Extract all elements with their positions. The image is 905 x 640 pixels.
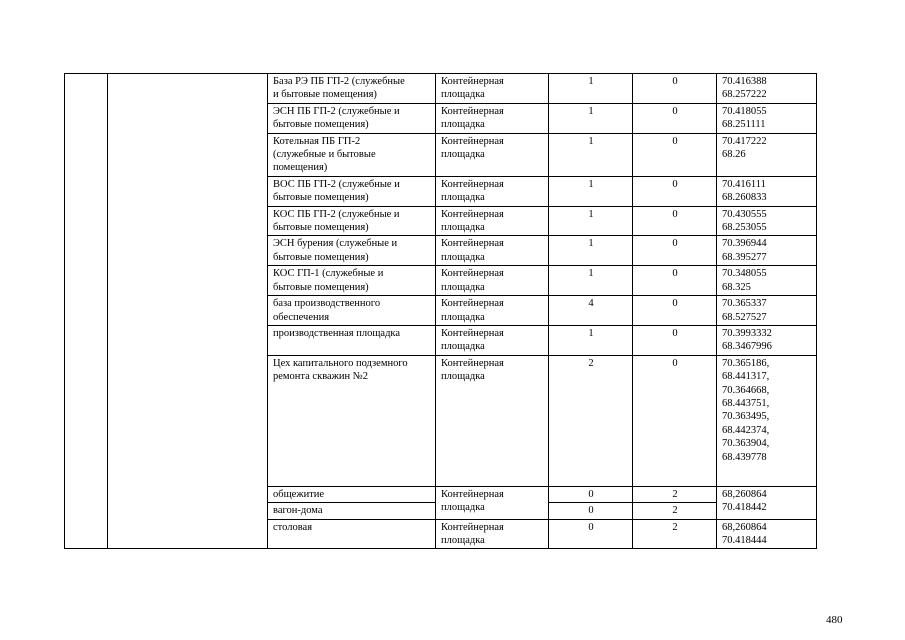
coordinate-line: 68.439778 <box>722 451 767 463</box>
coordinates-cell <box>717 74 817 104</box>
site-type-line: площадка <box>441 311 485 323</box>
coordinates-cell <box>717 103 817 133</box>
count-a-cell: 2 <box>549 355 633 486</box>
coordinate-line: 68.257222 <box>722 89 767 101</box>
facility-name-line: бытовые помещения) <box>273 222 369 234</box>
facility-name-cell <box>268 355 436 486</box>
facility-name-line: КОС ПБ ГП-2 (служебные и <box>273 208 400 220</box>
facility-name-line: бытовые помещения) <box>273 251 369 263</box>
coordinate-line: 68.260833 <box>722 192 767 204</box>
coordinate-line: 70.348055 <box>722 268 767 280</box>
coordinate-line: 70.416111 <box>722 178 766 190</box>
coordinate-line: 70.364668, <box>722 384 770 396</box>
coordinate-line: 68.253055 <box>722 222 767 234</box>
coordinate-line: 70.417222 <box>722 135 767 147</box>
coordinates-cell <box>717 519 817 549</box>
count-a-cell: 1 <box>549 176 633 206</box>
count-b-cell: 2 <box>633 503 717 519</box>
facility-name-cell: вагон-дома <box>268 503 436 519</box>
facility-name-line: столовая <box>273 521 313 533</box>
count-b-cell: 0 <box>633 176 717 206</box>
coordinate-line: 68.527527 <box>722 311 767 323</box>
site-type-line: Контейнерная <box>441 521 504 533</box>
coordinates-cell <box>717 296 817 326</box>
site-type-line: площадка <box>441 341 485 353</box>
site-type-cell <box>436 325 549 355</box>
count-a-cell: 1 <box>549 325 633 355</box>
site-type-line: площадка <box>441 222 485 234</box>
site-type-cell <box>436 266 549 296</box>
coordinates-cell <box>717 355 817 486</box>
coordinate-line: 68.395277 <box>722 251 767 263</box>
count-a-cell: 0 <box>549 486 633 502</box>
coordinate-line: 68.325 <box>722 281 751 293</box>
coordinates-cell <box>717 236 817 266</box>
coordinate-line: 70.365337 <box>722 298 767 310</box>
site-type-line: площадка <box>441 149 485 161</box>
count-b-cell: 0 <box>633 236 717 266</box>
coordinate-line: 70.363904, <box>722 438 770 450</box>
site-type-line: площадка <box>441 371 485 383</box>
count-b-cell: 2 <box>633 486 717 502</box>
site-type-line: Контейнерная <box>441 238 504 250</box>
coordinates-cell <box>717 133 817 176</box>
count-b-cell: 0 <box>633 133 717 176</box>
site-type-line: Контейнерная <box>441 298 504 310</box>
coordinates-cell <box>717 325 817 355</box>
coordinate-line: 70.365186, <box>722 357 770 369</box>
site-type-cell <box>436 133 549 176</box>
page-number: 480 <box>826 614 843 626</box>
facility-name-cell <box>268 236 436 266</box>
facility-name-line: бытовые помещения) <box>273 119 369 131</box>
coordinate-line: 70.3993332 <box>722 327 772 339</box>
coordinate-line: 70.363495, <box>722 411 770 423</box>
site-type-line: Контейнерная <box>441 488 504 500</box>
site-type-cell <box>436 296 549 326</box>
site-type-cell <box>436 486 549 519</box>
coordinates-cell <box>717 486 817 519</box>
site-type-line: площадка <box>441 534 485 546</box>
coordinate-line: 70.418055 <box>722 105 767 117</box>
count-b-cell: 2 <box>633 519 717 549</box>
count-a-cell: 1 <box>549 206 633 236</box>
table-body <box>65 74 817 549</box>
blank-cell-col1 <box>65 74 108 549</box>
coordinate-line: 68.26 <box>722 149 746 161</box>
count-b-cell: 0 <box>633 103 717 133</box>
coordinate-line: 68.442374, <box>722 424 770 436</box>
facility-name-cell: общежитие <box>268 486 436 502</box>
coordinate-line: 68.251111 <box>722 119 766 131</box>
facility-name-line: обеспечения <box>273 311 330 323</box>
facility-name-line: ЭСН бурения (служебные и <box>273 238 398 250</box>
facility-name-line: бытовые помещения) <box>273 281 369 293</box>
site-type-line: Контейнерная <box>441 357 504 369</box>
facility-name-line: (служебные и бытовые <box>273 149 376 161</box>
coordinate-line: 68.443751, <box>722 397 770 409</box>
site-type-line: Контейнерная <box>441 208 504 220</box>
count-a-cell: 1 <box>549 236 633 266</box>
site-type-line: Контейнерная <box>441 135 504 147</box>
facility-name-cell <box>268 206 436 236</box>
site-type-cell <box>436 74 549 104</box>
facility-name-line: КОС ГП-1 (служебные и <box>273 268 384 280</box>
site-type-cell <box>436 206 549 236</box>
site-type-line: Контейнерная <box>441 327 504 339</box>
site-type-cell <box>436 355 549 486</box>
facility-name-cell <box>268 74 436 104</box>
count-a-cell: 1 <box>549 103 633 133</box>
site-type-line: площадка <box>441 119 485 131</box>
facility-name-line: ремонта скважин №2 <box>273 371 369 383</box>
count-a-cell: 1 <box>549 133 633 176</box>
count-b-cell: 0 <box>633 206 717 236</box>
blank-cell-col2 <box>108 74 268 549</box>
count-b-cell: 0 <box>633 355 717 486</box>
coordinate-line: 68.441317, <box>722 371 770 383</box>
count-a-cell: 1 <box>549 74 633 104</box>
facility-name-cell <box>268 266 436 296</box>
count-b-cell: 0 <box>633 325 717 355</box>
site-type-line: площадка <box>441 192 485 204</box>
site-type-line: Контейнерная <box>441 105 504 117</box>
table-row <box>65 74 817 104</box>
facility-name-cell <box>268 133 436 176</box>
count-b-cell: 0 <box>633 266 717 296</box>
coordinate-line: 70.396944 <box>722 238 767 250</box>
site-type-cell <box>436 103 549 133</box>
facility-name-line: производственная площадка <box>273 327 401 339</box>
count-a-cell: 0 <box>549 519 633 549</box>
coordinates-cell <box>717 206 817 236</box>
count-b-cell: 0 <box>633 296 717 326</box>
site-type-line: Контейнерная <box>441 76 504 87</box>
data-table <box>64 73 817 549</box>
coordinate-line: 68,260864 <box>722 488 767 500</box>
facility-name-line: ВОС ПБ ГП-2 (служебные и <box>273 178 400 190</box>
facility-name-line: Котельная ПБ ГП-2 <box>273 135 361 147</box>
site-type-line: Контейнерная <box>441 178 504 190</box>
site-type-cell <box>436 176 549 206</box>
count-a-cell: 4 <box>549 296 633 326</box>
facility-name-line: бытовые помещения) <box>273 192 369 204</box>
coordinate-line: 68,260864 <box>722 521 767 533</box>
coordinate-line: 70.430555 <box>722 208 767 220</box>
facility-name-cell <box>268 519 436 549</box>
count-b-cell: 0 <box>633 74 717 104</box>
site-type-cell <box>436 519 549 549</box>
facility-name-line: ЭСН ПБ ГП-2 (служебные и <box>273 105 400 117</box>
facility-name-line: база производственного <box>273 298 381 310</box>
site-type-line: Контейнерная <box>441 268 504 280</box>
count-a-cell: 1 <box>549 266 633 296</box>
facility-name-cell <box>268 296 436 326</box>
facility-name-cell <box>268 103 436 133</box>
count-a-cell: 0 <box>549 503 633 519</box>
coordinate-line: 70.418442 <box>722 502 767 514</box>
facility-name-line: помещения) <box>273 162 328 174</box>
facility-name-line: База РЭ ПБ ГП-2 (служебные <box>273 76 405 87</box>
facility-name-cell <box>268 176 436 206</box>
site-type-line: площадка <box>441 502 485 514</box>
coordinates-cell <box>717 266 817 296</box>
facility-name-line: Цех капитального подземного <box>273 357 408 369</box>
site-type-cell <box>436 236 549 266</box>
coordinates-cell <box>717 176 817 206</box>
facility-name-cell <box>268 325 436 355</box>
facility-name-line: и бытовые помещения) <box>273 89 377 101</box>
coordinate-line: 70.418444 <box>722 534 767 546</box>
site-type-line: площадка <box>441 251 485 263</box>
site-type-line: площадка <box>441 89 485 101</box>
coordinate-line: 70.416388 <box>722 76 767 87</box>
site-type-line: площадка <box>441 281 485 293</box>
coordinate-line: 68.3467996 <box>722 341 772 353</box>
